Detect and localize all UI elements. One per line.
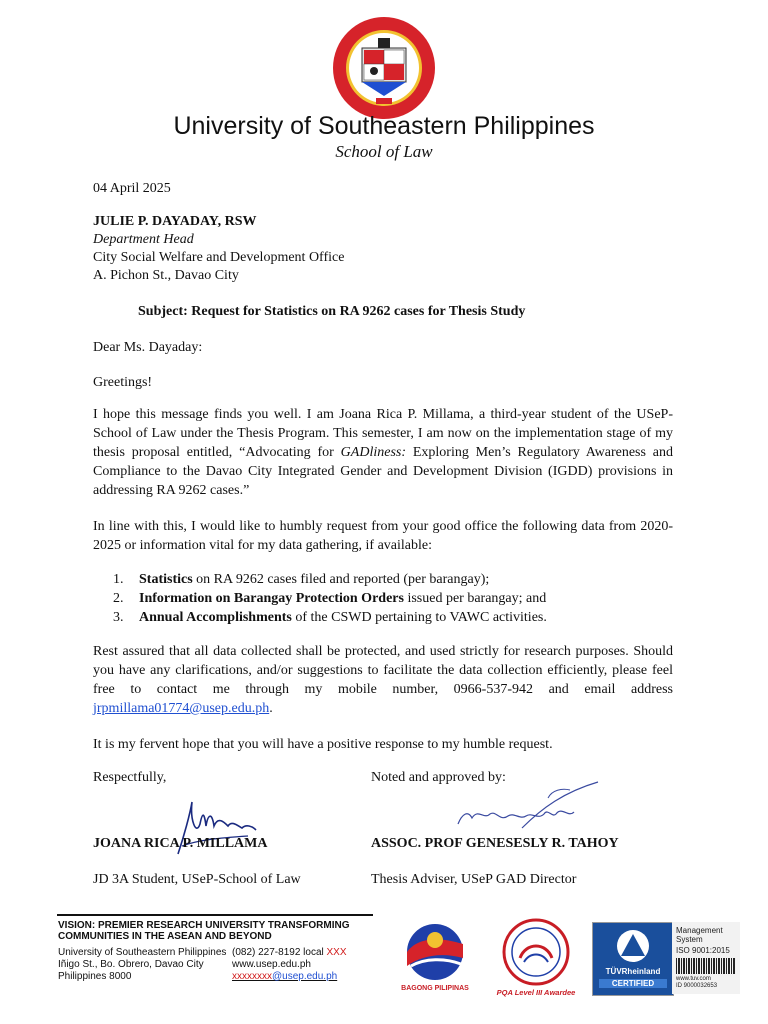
tuv-mgmt-2: System bbox=[676, 935, 703, 944]
footer-website[interactable]: www.usep.edu.ph bbox=[232, 959, 311, 970]
paragraph-closing: It is my fervent hope that you will have a positive response to my humble request. bbox=[93, 737, 553, 752]
paragraph-intro: I hope this message finds you well. I am Joana Rica P. Millama, a third-year student of the USeP-School of Law under the Thesis Program. This semester, I am now on the implementation stage of my thesis proposal entitled, “Advocating for GADliness: Exploring Men’s Regulatory Awareness and Compliance to the Davao City Integrated Gender and Development Division (IGDD) provisions in addressing RA 9262 cases.” bbox=[93, 407, 673, 498]
emphasis-gadliness: GADliness: bbox=[340, 445, 406, 460]
letter-date: 04 April 2025 bbox=[93, 181, 171, 196]
tuv-web: www.tuv.com bbox=[676, 976, 711, 982]
paragraph-request: In line with this, I would like to humbly request from your good office the following data from 2020-2025 or information vital for my data gathering, if available: bbox=[93, 519, 673, 553]
tuv-barcode bbox=[676, 958, 736, 974]
vision-line-1: VISION: PREMIER RESEARCH UNIVERSITY TRANSFORMING bbox=[58, 920, 350, 931]
letter-subject: Subject: Request for Statistics on RA 9262 cases for Thesis Study bbox=[138, 304, 526, 319]
tuv-details-panel bbox=[672, 922, 740, 994]
bagong-pilipinas-logo bbox=[397, 918, 473, 982]
list-item: 3. Annual Accomplishments of the CSWD pertaining to VAWC activities. bbox=[113, 610, 547, 625]
tuv-mgmt-1: Management bbox=[676, 926, 723, 935]
tuv-iso: ISO 9001:2015 bbox=[676, 946, 730, 955]
vision-line-2: COMMUNITIES IN THE ASEAN AND BEYOND bbox=[58, 931, 272, 942]
bagong-pilipinas-label: BAGONG PILIPINAS bbox=[401, 985, 469, 992]
list-item: 1. Statistics on RA 9262 cases filed and reported (per barangay); bbox=[113, 572, 490, 587]
signer-left-role: JD 3A Student, USeP-School of Law bbox=[93, 872, 301, 887]
pqa-award-logo bbox=[498, 916, 574, 986]
tuv-id: ID 9000032653 bbox=[676, 983, 718, 989]
footer-divider bbox=[57, 914, 373, 916]
footer-email[interactable]: xxxxxxxx@usep.edu.ph bbox=[232, 971, 338, 982]
tuv-certified-badge bbox=[592, 922, 674, 996]
tuv-triangle-icon bbox=[615, 929, 651, 963]
footer-address-3: Philippines 8000 bbox=[58, 971, 132, 982]
signer-right-role: Thesis Adviser, USeP GAD Director bbox=[371, 872, 577, 887]
signer-right-name: ASSOC. PROF GENESESLY R. TAHOY bbox=[371, 836, 619, 851]
greeting: Greetings! bbox=[93, 375, 153, 390]
tuv-certified: CERTIFIED bbox=[599, 979, 667, 988]
footer-phone: (082) 227-8192 local XXX bbox=[232, 947, 347, 958]
salutation: Dear Ms. Dayaday: bbox=[93, 340, 203, 355]
closing-respectfully: Respectfully, bbox=[93, 770, 167, 785]
pqa-label: PQA Level III Awardee bbox=[496, 988, 576, 997]
closing-noted: Noted and approved by: bbox=[371, 770, 506, 785]
list-item: 2. Information on Barangay Protection Orders issued per barangay; and bbox=[113, 591, 547, 606]
footer-address-2: Iñigo St., Bo. Obrero, Davao City bbox=[58, 959, 204, 970]
recipient-office: City Social Welfare and Development Office bbox=[93, 250, 345, 265]
recipient-name: JULIE P. DAYADAY, RSW bbox=[93, 214, 257, 229]
request-list bbox=[113, 570, 673, 627]
paragraph-assurance: Rest assured that all data collected shall be protected, and used strictly for research purposes. Should you have any clarifications, and/or suggestions to facilitate the data collection efficiently, please feel free to contact me through my mobile number, 0966-537-942 and email address jrpmillama01774@usep.edu.ph. bbox=[93, 644, 673, 716]
signer-left-name: JOANA RICA P. MILLAMA bbox=[93, 836, 268, 851]
footer-address-1: University of Southeastern Philippines bbox=[58, 947, 227, 958]
university-name: University of Southeastern Philippines bbox=[173, 112, 595, 140]
recipient-address: A. Pichon St., Davao City bbox=[93, 268, 239, 283]
email-link[interactable]: jrpmillama01774@usep.edu.ph bbox=[93, 701, 270, 716]
school-name: School of Law bbox=[335, 142, 433, 161]
tuv-brand: TÜVRheinland bbox=[605, 967, 661, 976]
signature-right bbox=[452, 778, 602, 834]
university-seal-logo bbox=[332, 16, 436, 120]
recipient-title: Department Head bbox=[93, 232, 194, 247]
